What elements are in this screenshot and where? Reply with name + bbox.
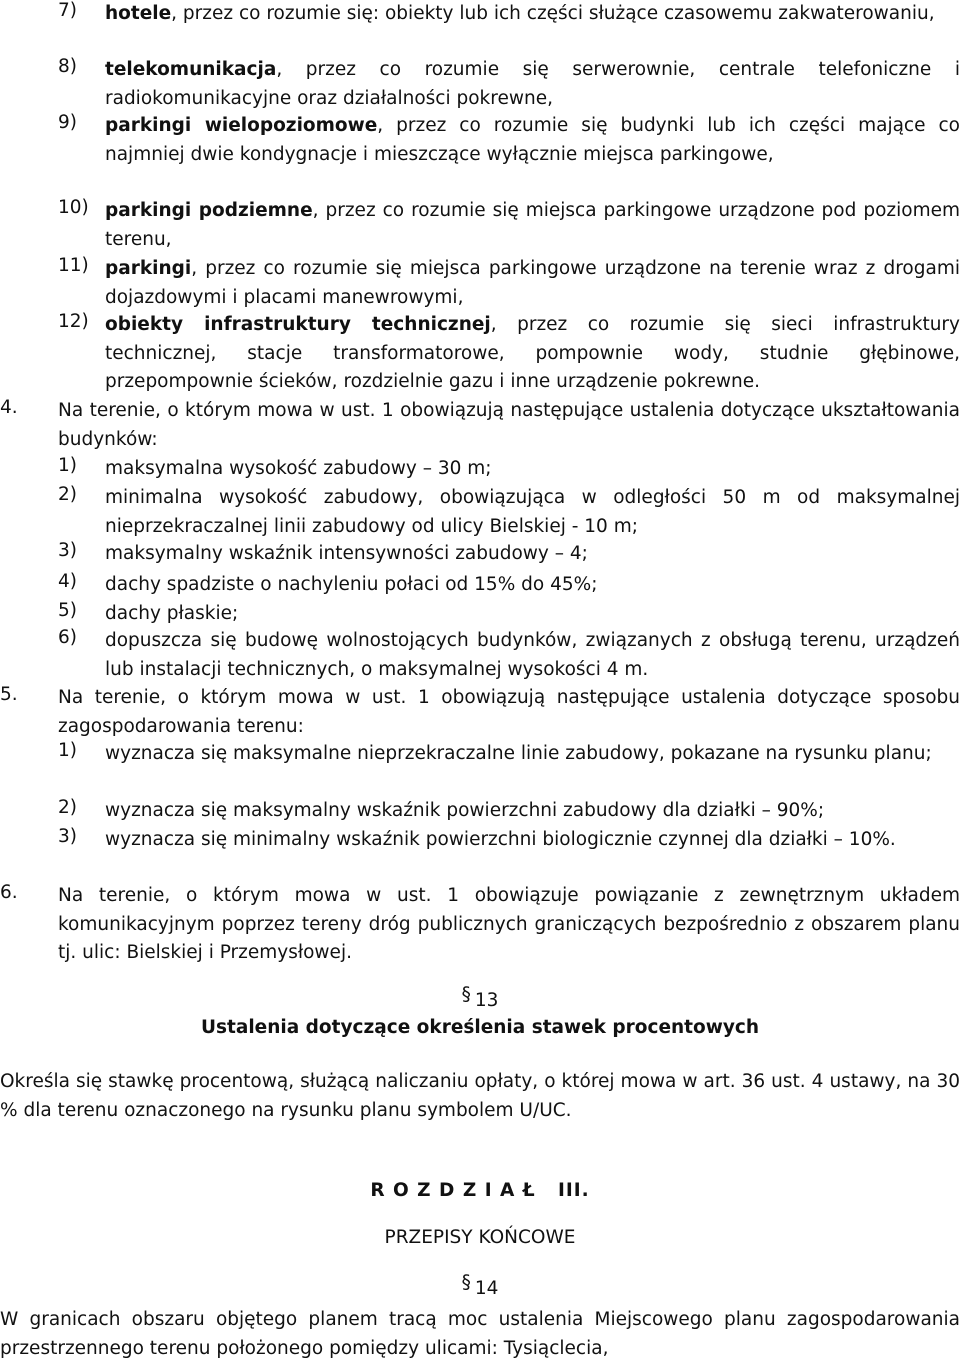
definition: , przez co rozumie się sieci infrastruktury technicznej, stacje transformatorowe, pompownie wody, studnie głębinowe, przepompownie ścieków, rozdzielnie gazu i inne urządzenie pokrewne. <box>105 314 960 392</box>
paragraph-13-title: Ustalenia dotyczące określenia stawek procentowych <box>200 1017 760 1038</box>
definition: , przez co rozumie się budynki lub ich części mające co najmniej dwie kondygnacje i mieszczące wyłącznie miejsca parkingowe, <box>105 115 960 165</box>
definition: , przez co rozumie się: obiekty lub ich części służące czasowemu zakwaterowaniu, <box>171 3 935 24</box>
list-number: 10) <box>58 197 89 218</box>
term: parkingi wielopoziomowe <box>105 115 378 136</box>
chapter-heading: R O Z D Z I A Ł III. <box>370 1180 590 1201</box>
paragraph-13-body: Określa się stawkę procentową, służącą naliczaniu opłaty, o której mowa w art. 36 ust. 4 ustawy, na 30 % dla terenu oznaczonego na rysunku planu symbolem U/UC. <box>0 1071 960 1121</box>
definition: , przez co rozumie się miejsca parkingowe urządzone pod poziomem terenu, <box>105 200 960 250</box>
term: telekomunikacja <box>105 59 277 80</box>
paragraph-13-heading <box>0 984 960 1011</box>
definition: , przez co rozumie się miejsca parkingowe urządzone na terenie wraz z drogami dojazdowymi i placami manewrowymi, <box>105 258 960 308</box>
list-number: 7) <box>58 0 77 21</box>
list-number: 8) <box>58 56 77 77</box>
list-text <box>105 112 960 169</box>
list-number: 4) <box>58 571 77 592</box>
list-number: 2) <box>58 797 77 818</box>
paragraph-number: 14 <box>474 1278 499 1299</box>
item-number: 5. <box>0 684 18 705</box>
definition: , przez co rozumie się serwerownie, centrale telefoniczne i radiokomunikacyjne oraz działalności pokrewne, <box>105 59 960 109</box>
list-text: minimalna wysokość zabudowy, obowiązująca w odległości 50 m od maksymalnej nieprzekraczalnej linii zabudowy od ulicy Bielskiej - 10 m; <box>105 487 960 537</box>
list-text <box>105 0 960 29</box>
list-number: 3) <box>58 826 77 847</box>
item-text: Na terenie, o którym mowa w ust. 1 obowiązują następujące ustalenia dotyczące ukształtowania budynków: <box>58 400 960 450</box>
list-number: 2) <box>58 484 77 505</box>
list-text: maksymalna wysokość zabudowy – 30 m; <box>105 458 492 479</box>
list-number: 12) <box>58 311 89 332</box>
term: obiekty infrastruktury technicznej <box>105 314 491 335</box>
item-text: Na terenie, o którym mowa w ust. 1 obowiązuje powiązanie z zewnętrznym układem komunikacyjnym poprzez tereny dróg publicznych graniczących bezpośrednio z obszarem planu tj. ulic: Bielskiej i Przemysłowej. <box>58 885 960 963</box>
list-number: 1) <box>58 455 77 476</box>
list-text: dopuszcza się budowę wolnostojących budynków, związanych z obsługą terenu, urządzeń lub instalacji technicznych, o maksymalnej wysokości 4 m. <box>105 630 960 680</box>
list-text: wyznacza się maksymalny wskaźnik powierzchni zabudowy dla działki – 90%; <box>105 800 825 821</box>
list-text: wyznacza się maksymalne nieprzekraczalne linie zabudowy, pokazane na rysunku planu; <box>105 743 932 764</box>
list-text: wyznacza się minimalny wskaźnik powierzchni biologicznie czynnej dla działki – 10%. <box>105 829 896 850</box>
list-text: maksymalny wskaźnik intensywności zabudowy – 4; <box>105 543 588 564</box>
list-number: 9) <box>58 112 77 133</box>
chapter-subtitle: PRZEPISY KOŃCOWE <box>384 1227 576 1248</box>
term: hotele <box>105 3 172 24</box>
item-text: Na terenie, o którym mowa w ust. 1 obowiązują następujące ustalenia dotyczące sposobu zagospodarowania terenu: <box>58 687 960 737</box>
paragraph-number: 13 <box>474 990 499 1011</box>
list-text: dachy spadziste o nachyleniu połaci od 15% do 45%; <box>105 574 598 595</box>
list-number: 5) <box>58 600 77 621</box>
list-number: 6) <box>58 627 77 648</box>
list-text <box>105 311 960 397</box>
list-number: 3) <box>58 540 77 561</box>
item-number: 6. <box>0 882 18 903</box>
paragraph-14-body: W granicach obszaru objętego planem tracą moc ustalenia Miejscowego planu zagospodarowania przestrzennego terenu położonego pomiędzy ulicami: Tysiąclecia, <box>0 1309 960 1359</box>
list-number: 1) <box>58 740 77 761</box>
list-text <box>105 56 960 113</box>
list-number: 11) <box>58 255 89 276</box>
list-text: dachy płaskie; <box>105 603 239 624</box>
term: parkingi podziemne <box>105 200 313 221</box>
list-text <box>105 197 960 254</box>
item-number: 4. <box>0 397 18 418</box>
term: parkingi <box>105 258 192 279</box>
section-sign: § <box>461 1272 471 1293</box>
paragraph-14-heading <box>0 1272 960 1299</box>
section-sign: § <box>461 984 471 1005</box>
list-text <box>105 255 960 312</box>
